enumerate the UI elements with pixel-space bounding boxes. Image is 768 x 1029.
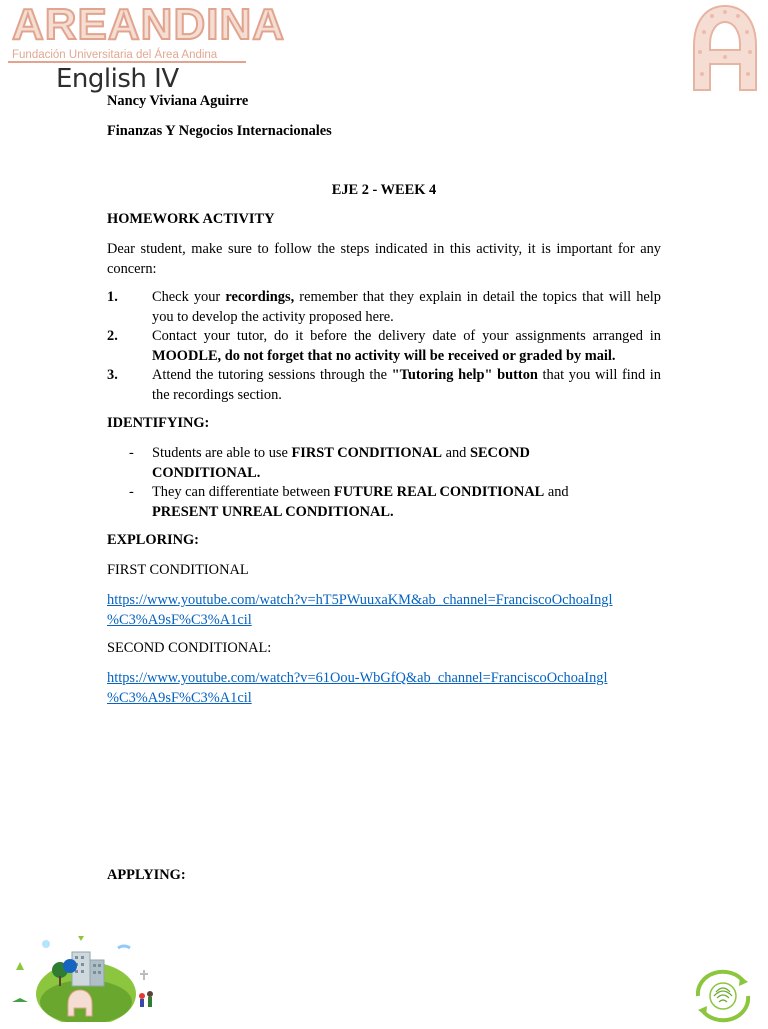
step-number: 3. — [107, 367, 118, 383]
second-link-line2[interactable]: %C3%A9sF%C3%A1cil — [107, 689, 252, 706]
student-program: Finanzas Y Negocios Internacionales — [107, 123, 332, 139]
areandina-a-icon — [690, 2, 760, 99]
logo-wordmark-text: AREANDINA — [12, 0, 285, 49]
logo-subtitle: Fundación Universitaria del Área Andina — [12, 49, 218, 61]
first-conditional-link[interactable] — [107, 591, 661, 630]
step-item — [107, 288, 661, 327]
applying-title: APPLYING: — [107, 867, 186, 883]
step-number: 1. — [107, 289, 118, 305]
second-link-line1[interactable]: https://www.youtube.com/watch?v=61Oou-WbGfQ&ab_channel=FranciscoOchoaIngl — [107, 670, 608, 686]
step-text: Check your recordings, remember that they explain in detail the topics that will help you to develop the activity proposed here. — [152, 289, 661, 325]
step-text: Attend the tutoring sessions through the "Tutoring help" button that you will find in the recordings section. — [152, 367, 661, 403]
step-text: Contact your tutor, do it before the delivery date of your assignments arranged in MOODLE, do not forget that no activity will be received or graded by mail. — [152, 328, 661, 364]
document-heading: EJE 2 - WEEK 4 — [331, 182, 437, 198]
objective-text: Students are able to use FIRST CONDITIONAL and SECOND CONDITIONAL. — [152, 445, 530, 481]
student-name: Nancy Viviana Aguirre — [107, 93, 249, 109]
homework-intro: Dear student, make sure to follow the steps indicated in this activity, it is important for any concern: — [107, 241, 661, 277]
recycle-fingerprint-icon — [688, 968, 758, 1029]
step-item — [107, 327, 661, 366]
identifying-title: IDENTIFYING: — [107, 415, 210, 431]
step-number: 2. — [107, 328, 118, 344]
second-conditional-label: SECOND CONDITIONAL: — [107, 640, 272, 656]
objective-text: They can differentiate between FUTURE REAL CONDITIONAL and PRESENT UNREAL CONDITIONAL. — [152, 484, 569, 520]
logo-divider — [8, 61, 246, 63]
areandina-logo — [12, 0, 285, 61]
exploring-title: EXPLORING: — [107, 532, 199, 548]
sustainable-campus-illustration — [8, 930, 168, 1027]
course-title: English IV — [56, 64, 179, 94]
step-item — [107, 366, 661, 405]
first-link-line1[interactable]: https://www.youtube.com/watch?v=hT5PWuuxaKM&ab_channel=FranciscoOchoaIngl — [107, 592, 613, 608]
objective-item: - They can differentiate between FUTURE REAL CONDITIONAL and PRESENT UNREAL CONDITIONAL. — [129, 483, 661, 522]
objective-item: - Students are able to use FIRST CONDITIONAL and SECOND CONDITIONAL. — [129, 444, 661, 483]
homework-title: HOMEWORK ACTIVITY — [107, 211, 275, 227]
first-link-line2[interactable]: %C3%A9sF%C3%A1cil — [107, 611, 252, 628]
second-conditional-link[interactable] — [107, 669, 661, 708]
first-conditional-label: FIRST CONDITIONAL — [107, 562, 249, 578]
